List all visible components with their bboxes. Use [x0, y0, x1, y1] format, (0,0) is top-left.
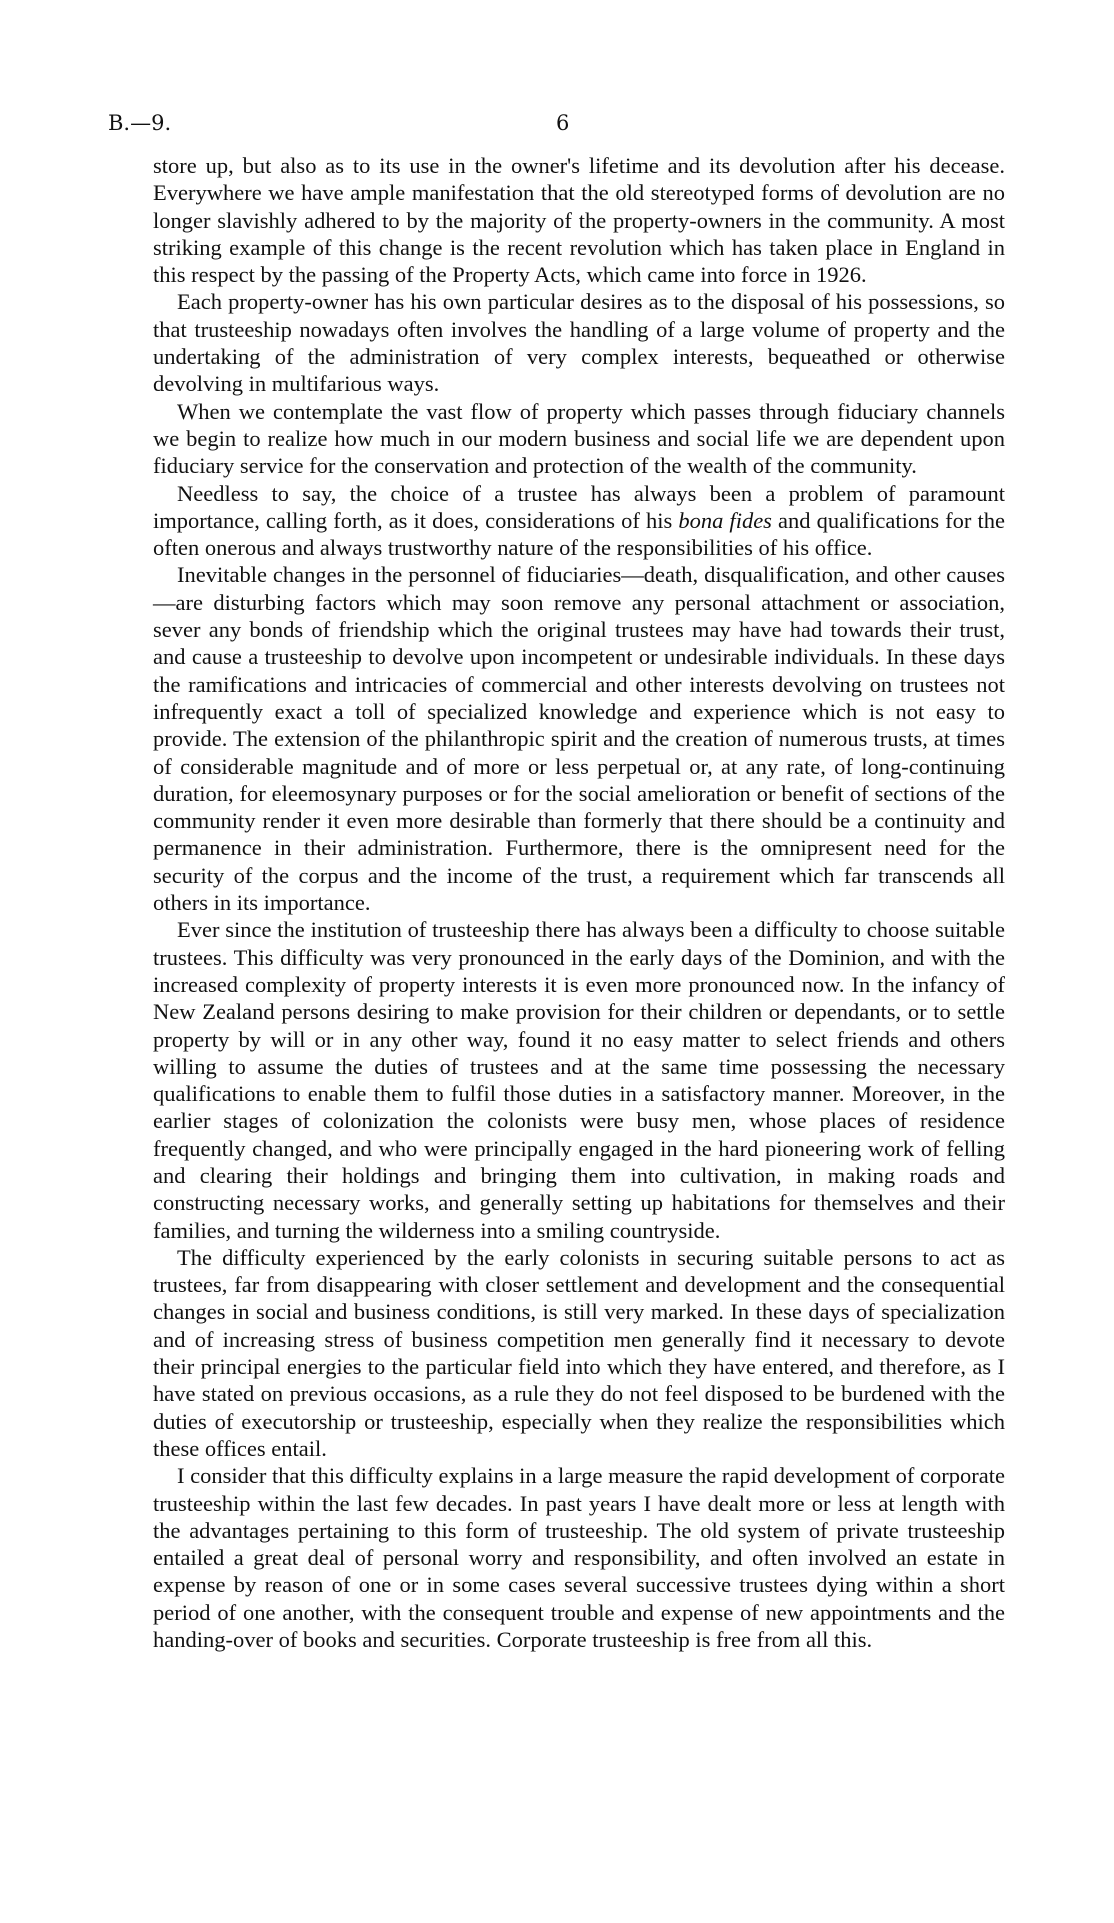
paragraph-6: Ever since the institution of trusteeship there has always been a difficulty to choose suitable trustees. This difficulty was very pronounced in the early days of the Dominion, and with the increased complexity of property interests it is even more pronounced now. In the infancy of New Zealand persons desiring to make provision for their children or dependants, or to settle property by will or in any other way, found it no easy matter to select friends and others willing to assume the duties of trustees and at the same time possessing the necessary qualifications to enable them to fulfil those duties in a satisfactory manner. Moreover, in the earlier stages of colonization the colonists were busy men, whose places of residence frequently changed, and who were principally engaged in the hard pioneering work of felling and clearing their holdings and bringing them into cultivation, in making roads and constructing necessary works, and generally setting up habitations for themselves and their families, and turning the wilderness into a smiling countryside. [153, 917, 1005, 1243]
body-text [153, 152, 1005, 1653]
document-reference: B.—9. [108, 111, 172, 135]
paragraph-5: Inevitable changes in the personnel of fiduciaries—death, disqualification, and other causes—are disturbing factors which may soon remove any personal attachment or association, sever any bonds of friendship which the original trustees may have had towards their trust, and cause a trusteeship to devolve upon incompetent or undesirable individuals. In these days the ramifications and intricacies of commercial and other interests devolving on trustees not infrequently exact a toll of specialized knowledge and experience which is not easy to provide. The extension of the philanthropic spirit and the creation of numerous trusts, at times of considerable magnitude and of more or less perpetual or, at any rate, of long-continuing duration, for eleemosynary purposes or for the social amelioration or benefit of sections of the community render it even more desirable than formerly that there should be a continuity and permanence in their administration. Furthermore, there is the omnipresent need for the security of the corpus and the income of the trust, a requirement which far transcends all others in its importance. [153, 562, 1005, 916]
bona-fides-term: bona fides [678, 507, 772, 533]
paragraph-4-lead: Needless to say, the choice of a trustee has always been a problem of paramount importance, calling forth, as it does, considerations of his [153, 480, 1005, 533]
page-header [108, 108, 990, 138]
paragraph-7: The difficulty experienced by the early colonists in securing suitable persons to act as trustees, far from disappearing with closer settlement and development and the consequential changes in social and business conditions, is still very marked. In these days of specialization and of increasing stress of business competition men generally find it necessary to devote their principal energies to the particular field into which they have entered, and therefore, as I have stated on previous occasions, as a rule they do not feel disposed to be burdened with the duties of executorship or trusteeship, especially when they realize the responsibilities which these offices entail. [153, 1244, 1005, 1461]
page-number: 6 [556, 111, 570, 135]
paragraph-8: I consider that this difficulty explains in a large measure the rapid development of corporate trusteeship within the last few decades. In past years I have dealt more or less at length with the advantages pertaining to this form of trusteeship. The old system of private trusteeship entailed a great deal of personal worry and responsibility, and often involved an estate in expense by reason of one or in some cases several successive trustees dying within a short period of one another, with the consequent trouble and expense of new appointments and the handing-over of books and securities. Corporate trusteeship is free from all this. [153, 1463, 1005, 1653]
paragraph-4 [153, 480, 1005, 562]
paragraph-2: Each property-owner has his own particular desires as to the disposal of his possessions, so that trusteeship nowadays often involves the handling of a large volume of property and the undertaking of the administration of very complex interests, bequeathed or otherwise devolving in multifarious ways. [153, 289, 1005, 397]
paragraph-3: When we contemplate the vast flow of property which passes through fiduciary channels we begin to realize how much in our modern business and social life we are dependent upon fiduciary service for the conservation and protection of the wealth of the community. [153, 398, 1005, 479]
paragraph-1: store up, but also as to its use in the owner's lifetime and its devolution after his decease. Everywhere we have ample manifestation that the old stereotyped forms of devolution are no longer slavishly adhered to by the majority of the property-owners in the community. A most striking example of this change is the recent revolution which has taken place in England in this respect by the passing of the Property Acts, which came into force in 1926. [153, 153, 1005, 288]
paragraph-4-rest: and qualifications for the often onerous and always trustworthy nature of the responsibilities of his office. [153, 507, 1005, 561]
